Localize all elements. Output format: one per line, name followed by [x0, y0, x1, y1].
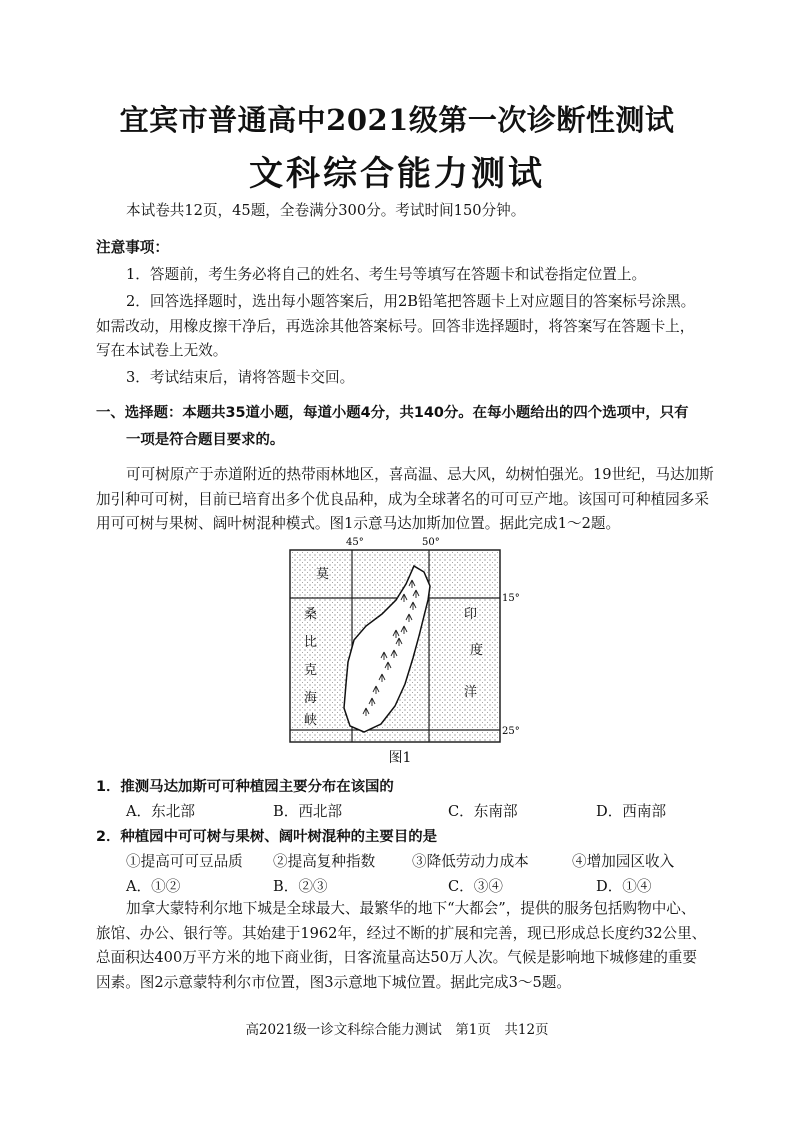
question-stem: 1．推测马达加斯可可种植园主要分布在该国的 — [96, 779, 394, 795]
channel-label-char: 峡 — [304, 713, 318, 728]
ocean-label-char: 印 — [464, 607, 478, 622]
channel-label-char: 比 — [304, 635, 318, 650]
passage-line: 旅馆、办公、银行等。其始建于1962年，经过不断的扩展和完善，现已形成总长度约32公里、 — [96, 925, 707, 942]
passage-line: 加拿大蒙特利尔地下城是全球最大、最繁华的地下“大都会”，提供的服务包括购物中心、 — [126, 900, 696, 917]
ocean-label-char: 度 — [470, 643, 484, 658]
option-d: D．西南部 — [596, 803, 667, 820]
option-a: A．东北部 — [126, 803, 195, 820]
option-d: D．①④ — [596, 878, 652, 895]
option-c: C．东南部 — [448, 803, 518, 820]
figure-caption: 图1 — [388, 750, 412, 766]
notice-line: 2．回答选择题时，选出每小题答案后，用2B铅笔把答题卡上对应题目的答案标号涂黑。 — [126, 293, 696, 310]
notice-line: 1．答题前，考生务必将自己的姓名、考生号等填写在答题卡和试卷指定位置上。 — [126, 266, 647, 283]
channel-label-char: 桑 — [304, 607, 318, 622]
statement-item: ②提高复种指数 — [273, 853, 376, 870]
lon-label: 50° — [422, 537, 440, 548]
channel-label-char: 克 — [304, 663, 318, 678]
page-footer: 高2021级一诊文科综合能力测试 第1页 共12页 — [245, 1022, 549, 1038]
passage-line: 因素。图2示意蒙特利尔市位置，图3示意地下城位置。据此完成3～5题。 — [96, 974, 571, 991]
notice-line: 写在本试卷上无效。 — [96, 342, 228, 359]
option-a: A．①② — [126, 878, 181, 895]
lat-label: 25° — [502, 726, 520, 737]
lat-label: 15° — [502, 593, 520, 604]
notice-heading: 注意事项： — [96, 239, 169, 256]
channel-label-char: 海 — [304, 691, 318, 706]
lon-label: 45° — [346, 537, 364, 548]
channel-label-char: 莫 — [316, 567, 330, 582]
statement-item: ④增加园区收入 — [572, 853, 675, 870]
option-b: B．西北部 — [273, 803, 343, 820]
option-b: B．②③ — [273, 878, 328, 895]
statement-item: ③降低劳动力成本 — [412, 853, 529, 870]
ocean-label-char: 洋 — [464, 685, 478, 700]
page-subtitle: 文科综合能力测试 — [249, 154, 545, 194]
passage-line: 可可树原产于赤道附近的热带雨林地区，喜高温、忌大风，幼树怕强光。19世纪，马达加斯 — [126, 466, 714, 483]
section-heading-cont: 一项是符合题目要求的。 — [126, 432, 285, 448]
notice-line: 3．考试结束后，请将答题卡交回。 — [126, 369, 355, 386]
notice-line: 如需改动，用橡皮擦干净后，再选涂其他答案标号。回答非选择题时，将答案写在答题卡上， — [96, 318, 695, 335]
passage-line: 加引种可可树，目前已培育出多个优良品种，成为全球著名的可可豆产地。该国可可种植园多采 — [96, 491, 709, 508]
passage-line: 总面积达400万平方米的地下商业街，日客流量高达50万人次。气候是影响地下城修建的重要 — [96, 949, 697, 966]
statement-item: ①提高可可豆品质 — [126, 853, 243, 870]
section-heading: 一、选择题：本题共35道小题，每道小题4分，共140分。在每小题给出的四个选项中，只有 — [96, 405, 689, 421]
page-title: 宜宾市普通高中2021级第一次诊断性测试 — [119, 103, 675, 137]
exam-info: 本试卷共12页，45题，全卷满分300分。考试时间150分钟。 — [126, 202, 526, 219]
option-c: C．③④ — [448, 878, 503, 895]
passage-line: 用可可树与果树、阔叶树混种模式。图1示意马达加斯加位置。据此完成1～2题。 — [96, 515, 621, 532]
question-stem: 2．种植园中可可树与果树、阔叶树混种的主要目的是 — [96, 829, 437, 845]
madagascar-map — [284, 534, 524, 746]
